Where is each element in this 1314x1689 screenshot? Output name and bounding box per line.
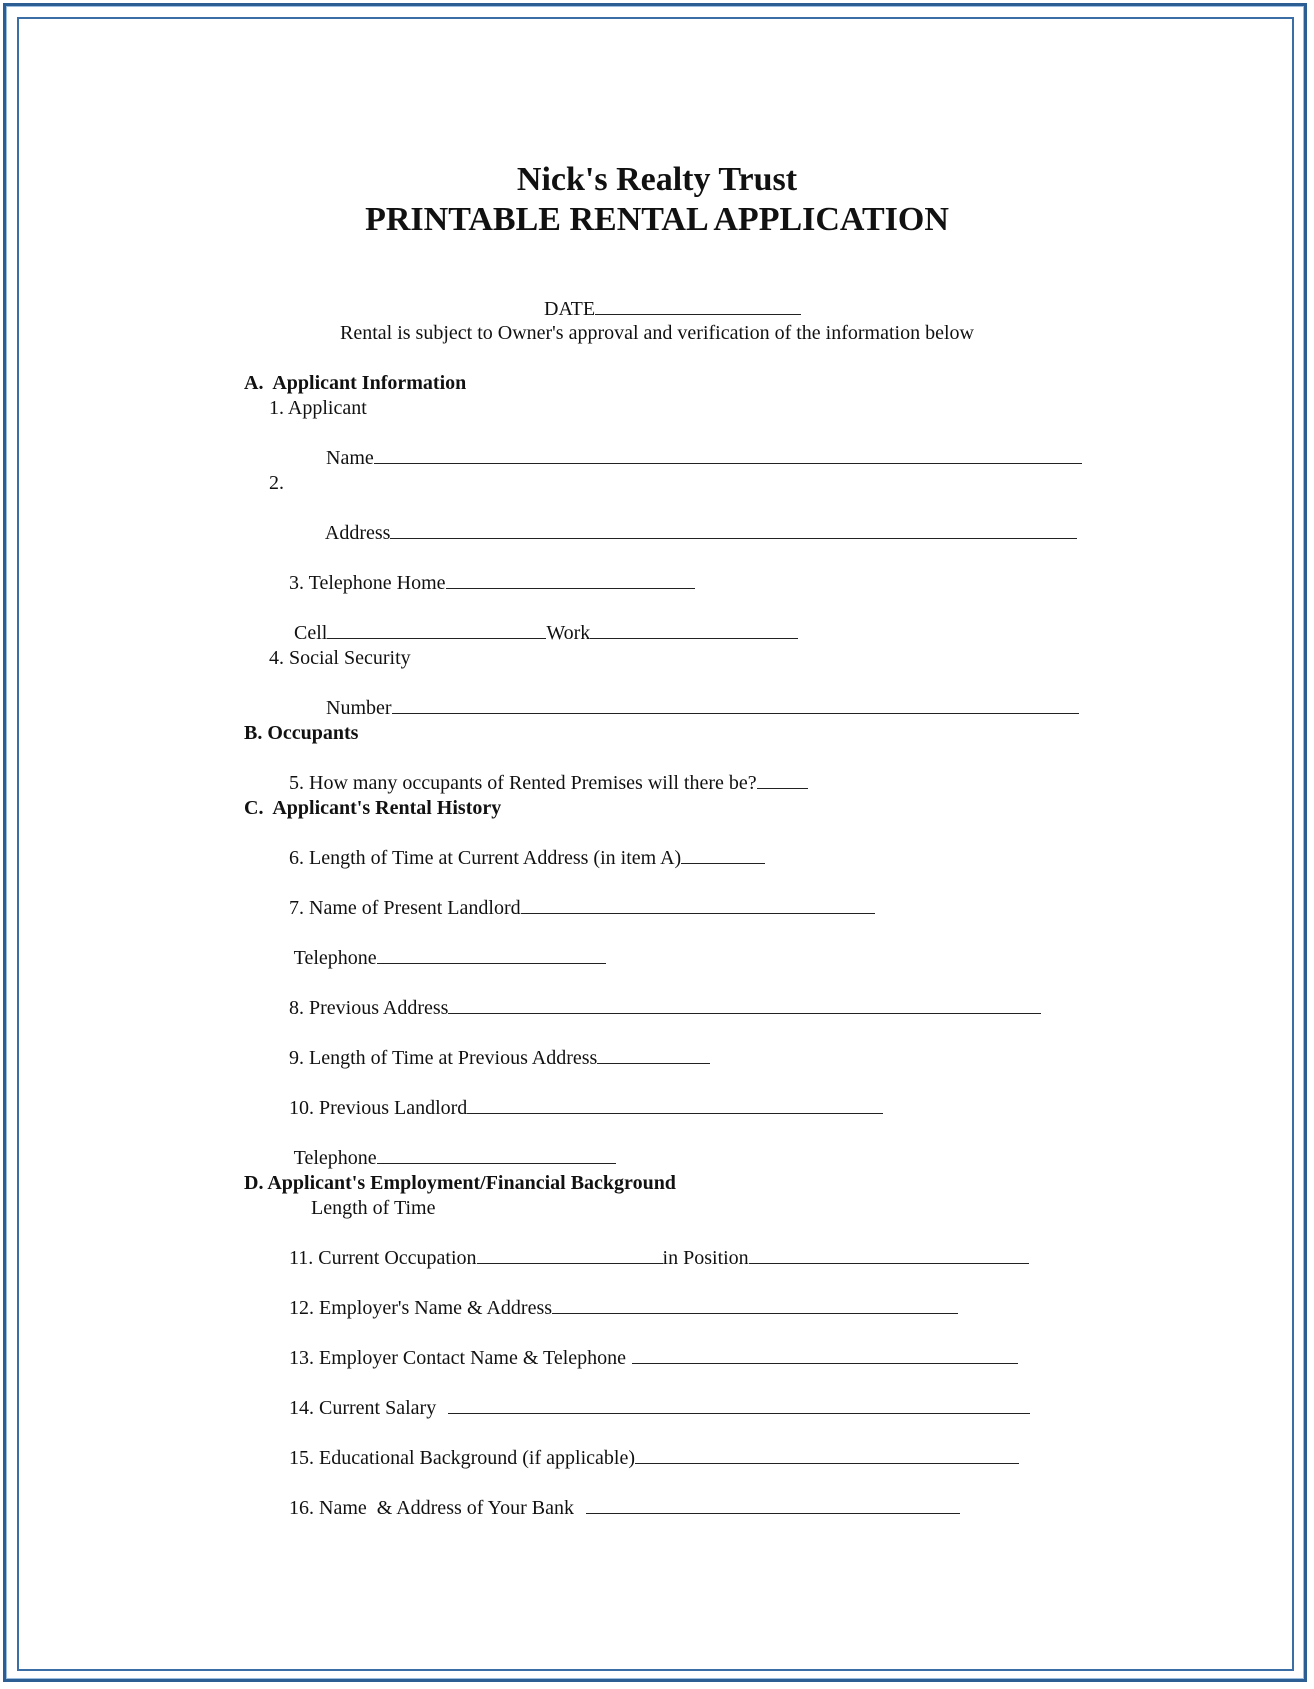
occupation-field[interactable] (477, 1245, 663, 1264)
applicant-name-field[interactable] (374, 445, 1082, 464)
current-address-time-field[interactable] (681, 845, 765, 864)
position-label: in Position (662, 1247, 749, 1269)
employer-name-address-field[interactable] (552, 1295, 958, 1314)
tel2-label: Telephone (293, 1147, 377, 1169)
q6-label: 6. Length of Time at Current Address (in item A) (289, 847, 682, 869)
date-label: DATE (544, 298, 596, 320)
previous-address-field[interactable] (448, 995, 1041, 1014)
q15-label: 15. Educational Background (if applicable) (289, 1447, 635, 1469)
q11-label: 11. Current Occupation (289, 1247, 477, 1269)
section-c-heading: C. Applicant's Rental History (244, 797, 502, 819)
home-phone-field[interactable] (446, 570, 695, 589)
cell-phone-field[interactable] (327, 620, 546, 639)
present-landlord-phone-field[interactable] (377, 945, 606, 964)
q13-label: 13. Employer Contact Name & Telephone (289, 1347, 627, 1369)
q12-label: 12. Employer's Name & Address (289, 1297, 553, 1319)
q4-row (306, 671, 1079, 744)
q4-number: 4. Social Security (269, 647, 411, 669)
q7-label: 7. Name of Present Landlord (289, 897, 521, 919)
q10-label: 10. Previous Landlord (289, 1097, 468, 1119)
address-field[interactable] (390, 520, 1077, 539)
present-landlord-field[interactable] (521, 895, 875, 914)
employer-contact-field[interactable] (632, 1345, 1018, 1364)
previous-landlord-field[interactable] (467, 1095, 883, 1114)
q16-label: 16. Name & Address of Your Bank (289, 1497, 574, 1519)
date-field[interactable] (595, 296, 801, 315)
tel1-label: Telephone (293, 947, 377, 969)
q4-label: Number (326, 697, 392, 719)
q5-label: 5. How many occupants of Rented Premises will there be? (289, 772, 757, 794)
q1-label: Name (326, 447, 374, 469)
ssn-field[interactable] (392, 695, 1079, 714)
work-label: Work (546, 622, 591, 644)
cell-label: Cell (294, 622, 328, 644)
previous-address-time-field[interactable] (597, 1045, 710, 1064)
q8-label: 8. Previous Address (289, 997, 449, 1019)
q3-label: 3. Telephone Home (289, 572, 446, 594)
q1-row (306, 421, 1082, 494)
occupants-field[interactable] (757, 770, 808, 789)
q1-number: 1. Applicant (269, 397, 367, 419)
company-title: Nick's Realty Trust (516, 161, 798, 198)
q14-label: 14. Current Salary (289, 1397, 437, 1419)
time-in-position-field[interactable] (749, 1245, 1029, 1264)
section-d-heading: D. Applicant's Employment/Financial Background (244, 1172, 676, 1194)
q16-row (269, 1471, 960, 1544)
length-of-time-label: Length of Time (311, 1197, 436, 1219)
section-a-heading: A. Applicant Information (244, 372, 467, 394)
section-b-heading: B. Occupants (244, 722, 359, 744)
salary-field[interactable] (448, 1395, 1030, 1414)
work-phone-field[interactable] (590, 620, 798, 639)
q2-number: 2. (269, 472, 284, 494)
q2-label: Address (324, 522, 391, 544)
q9-label: 9. Length of Time at Previous Address (289, 1047, 598, 1069)
approval-notice: Rental is subject to Owner's approval and verification of the information below (340, 322, 974, 344)
bank-field[interactable] (586, 1495, 960, 1514)
form-title: PRINTABLE RENTAL APPLICATION (365, 201, 949, 238)
previous-landlord-phone-field[interactable] (377, 1145, 616, 1164)
education-field[interactable] (635, 1445, 1019, 1464)
